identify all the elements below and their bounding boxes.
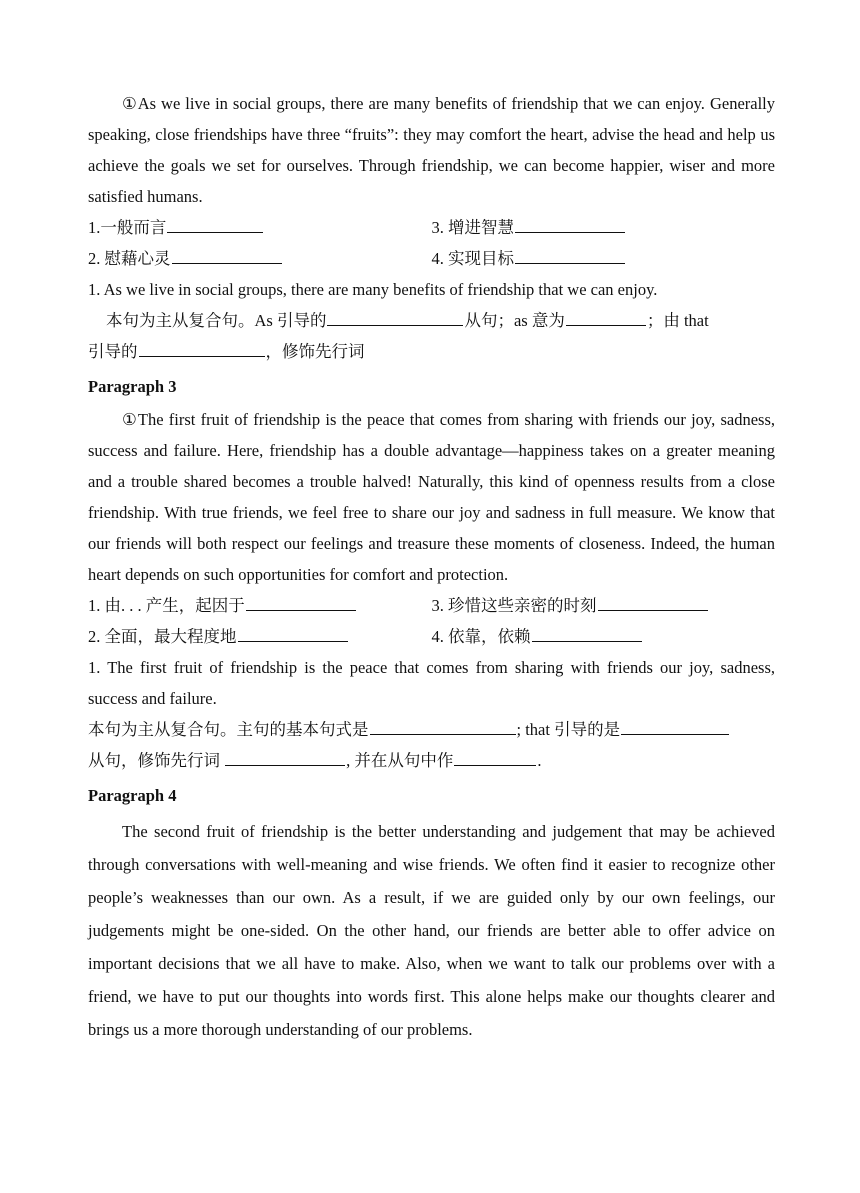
analysis-text: 本句为主从复合句。As 引导的 [106, 311, 327, 330]
answer-blank[interactable] [621, 716, 729, 735]
analysis-line [88, 714, 775, 745]
vocab-item [88, 590, 432, 621]
analysis-line [88, 305, 775, 336]
analysis-line [88, 745, 775, 776]
answer-blank[interactable] [515, 214, 625, 233]
answer-blank[interactable] [172, 245, 282, 264]
vocab-item [88, 621, 432, 652]
vocab-label: 3. 珍惜这些亲密的时刻 [431, 596, 597, 615]
analysis-text: 本句为主从复合句。主句的基本句式是 [88, 720, 369, 739]
analysis-text: 从句，修饰先行词 [88, 751, 225, 770]
vocab-label: 2. 慰藉心灵 [88, 249, 171, 268]
answer-blank[interactable] [454, 747, 536, 766]
vocab-item [88, 243, 432, 274]
analysis-text: ; that 引导的是 [516, 720, 621, 739]
analysis-text: ；由 that [646, 311, 709, 330]
vocab-row [88, 243, 775, 274]
vocab-label: 3. 增进智慧 [431, 218, 514, 237]
answer-blank[interactable] [515, 245, 625, 264]
vocab-label: 1.一般而言 [88, 218, 167, 237]
vocab-item [432, 243, 776, 274]
analysis-text: . [537, 751, 542, 770]
answer-blank[interactable] [327, 307, 463, 326]
analysis-text: , 并在从句中作 [346, 751, 454, 770]
analysis-text: 从句；as 意为 [464, 311, 565, 330]
section-heading: Paragraph 4 [88, 786, 177, 805]
answer-blank[interactable] [370, 716, 516, 735]
vocab-row [88, 212, 775, 243]
analysis-line [88, 336, 775, 367]
passage-paragraph-1: ①As we live in social groups, there are many benefits of friendship that we can enjoy. Generally speaking, close friendships have three “fruits”: they may comfort the heart, advise the head and help us achieve the goals we set for ourselves. Through friendship, we can become happier, wiser and more satisfied humans. [88, 94, 775, 206]
vocab-row [88, 621, 775, 652]
answer-blank[interactable] [225, 747, 345, 766]
passage-paragraph-4: The second fruit of friendship is the better understanding and judgement that may be achieved through conversations with well-meaning and wise friends. We often find it easier to recognize other people’s weaknesses than our own. As a result, if we are guided only by our own feelings, our judgements might be one-sided. On the other hand, our friends are better able to offer advice on important decisions that we all have to make. Also, when we want to talk our problems over with a friend, we have to put our thoughts into words first. This alone helps make our thoughts clearer and brings us a more thorough understanding of our problems. [88, 822, 775, 1039]
analysis-text: ，修饰先行词 [265, 342, 365, 361]
vocab-row [88, 590, 775, 621]
worksheet-page [88, 88, 775, 1046]
answer-blank[interactable] [167, 214, 263, 233]
answer-blank[interactable] [139, 338, 265, 357]
answer-blank[interactable] [566, 307, 646, 326]
sentence-1: 1. The first fruit of friendship is the peace that comes from sharing with friends our joy, sadness, success and failure. [88, 658, 775, 708]
vocab-label: 4. 实现目标 [431, 249, 514, 268]
answer-blank[interactable] [598, 592, 708, 611]
vocab-label: 1. 由. . . 产生，起因于 [88, 596, 245, 615]
vocab-item [432, 621, 776, 652]
vocab-label: 2. 全面，最大程度地 [88, 627, 237, 646]
section-heading: Paragraph 3 [88, 377, 177, 396]
vocab-item [432, 590, 776, 621]
vocab-item [432, 212, 776, 243]
sentence-1: 1. As we live in social groups, there are many benefits of friendship that we can enjoy. [88, 280, 658, 299]
vocab-label: 4. 依靠，依赖 [431, 627, 531, 646]
passage-paragraph-3: ①The first fruit of friendship is the peace that comes from sharing with friends our joy, sadness, success and failure. Here, friendship has a double advantage—happiness takes on a greater meaning and a trouble shared becomes a trouble halved! Naturally, this kind of openness results from a close friendship. With true friends, we feel free to share our joy and sadness in full measure. We know that our friends will both respect our feelings and treasure these moments of closeness. Indeed, the human heart depends on such opportunities for comfort and protection. [88, 410, 775, 584]
vocab-item [88, 212, 432, 243]
answer-blank[interactable] [238, 623, 348, 642]
answer-blank[interactable] [246, 592, 356, 611]
answer-blank[interactable] [532, 623, 642, 642]
analysis-text: 引导的 [88, 342, 138, 361]
